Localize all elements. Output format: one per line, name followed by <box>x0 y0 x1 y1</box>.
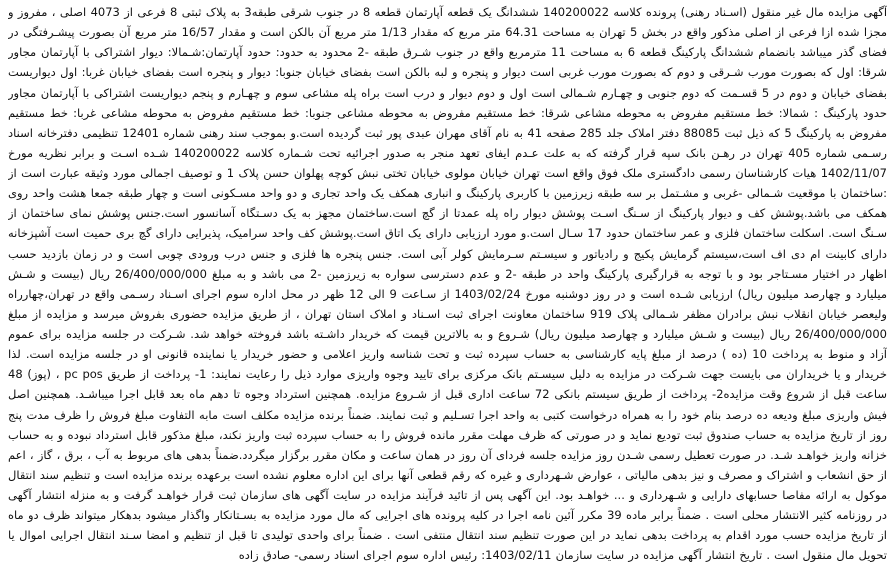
auction-notice <box>8 2 887 567</box>
notice-body-text: آگهی مزایده مال غیر منقول (اسـناد رهنی) پرونده کلاسه 140200022 ششدانگ یک قطعه آپارتمان قطعه 8 در جنوب شرقی طبقه3 به پلاک ثبتی 8 فرعی از 4073 اصلی ، مفروز و مجزا شده ازا فرعی از اصلی مذکور واقع در بخش 5 تهران به مساحت 64.31 متر مربع که مقدار 1/13 متر مربع آن بالکن است و مقدار 16/57 متر مربع آن بصورت پیشـرفتگی در فضای گذر میباشد بانضمام ششدانگ پارکینگ قطعه 6 به مساحت 11 مترمربع واقع در جنوب شـرق طبقه -2 محدود به حدود: حدود آپارتمان:شـمالا: دیوار اشتراکی با آپارتمان مجاور شرقا: اول که بصورت مورب شـرقی و دوم که بصورت مورب غربی است دیوار و پنجره و لبه بالکن است بفضای خیابان جنوبا: دیوار و پنجره است بفضای خیابان غربا: اول دیواریست بفضای خیابان و دوم در 5 قسـمت که دوم جنوبی و چهـارم شـمالی است اول و دوم دیوار و درب است براه پله مشاعی سوم و چهـارم و پنجم دیواریست اشتراکی با آپارتمان مجاور حدود پارکینگ : شمالا: خط مستقیم مفروض به محوطه مشاعی شرقا: خط مستقیم مفروض به محوطه مشاعی جنوبا: خط مستقیم مفروض به محوطه مشاعی غربا: خط مستقیم مفروض به پارکینگ 5 که ذیل ثبت 88085 دفتر املاک جلد 285 صفحه 41 به نام آقای مهران عبدی پور ثبت گردیده است.و بموجب سند رهنی شماره 12401 تنظیمی دفترخانه اسناد رسـمی شماره 405 تهران در رهـن بانک سپه قرار گرفته که به علت عـدم ایفای تعهد منجر به صدور اجرائیه تحت شـماره کلاسه 140200022 شـده اسـت و برابر نظریه مورخ 1402/11/07 هیات کارشناسان رسمی دادگستری ملک فوق واقع است تهران خیابان مولوی خیابان تختی نبش کوچه پهلوان حسن پلاک 1 و توصیف اجمالی مورد وثیقه عبارت است از :ساختمان با موقعیت شـمالی -غربی و مشـتمل بر سه طبقه زیرزمین با کاربری پارکینگ و انباری همکف یک واحد تجاری و دو واحد مسـکونی است و چهار طبقه جمعا هشت واحد روی همکف می باشد.پوشش کف و دیوار پارکینگ از سـنگ اسـت پوشش دیوار راه پله عمدتا از گچ است.ساختمان مجهز به یک دسـتگاه آسانسور است.جنس پوشش نمای ساختمان از سـنگ است. اسکلت ساختمان فلزی و عمر ساختمان حدود 17 سـال است.و مورد ارزیابی دارای یک اتاق است.پوشش کف واحد سرامیک، پذیرایی دارای گچ بری حمیت است آشپزخانه دارای کابینت ام دی اف است،سیستم گرمایش پکیج و رادیاتور و سیسـتم سـرمایش کولر آبی است. جنس پنجره ها فلزی و جنس درب ورودی چوبی است و در زمان بازدید حسب اظهار در اختیار مسـتاجر بود و با توجه به قرارگیری پارکینگ واحد در طبقه -2 و عدم دسترسی سواره به زیرزمین -2 می باشد و به مبلغ 26/400/000/000 ریال (بیست و شـش میلیارد و چهارصد میلیون ریال) ارزیابی شـده است و در روز دوشنبه مورخ 1403/02/24 از سـاعت 9 الی 12 ظهر در محل اداره سوم اجرای اسـناد رسـمی واقع در تهران،چهارراه ولیعصر خیابان انقلاب نبش برادران مظفر شـمالی پلاک 919 ساختمان معاونت اجرای ثبت اسـناد و املاک استان تهران ، از طریق مزایده حضوری بفروش میرسد و مزایده از مبلغ 26/400/000/000 ریال (بیست و شـش میلیارد و چهارصد میلیون ریال) شـروع و به بالاترین قیمت که خریدار داشـته باشد فروخته خواهد شد. شـرکت در جلسه مزایده برای عموم آزاد و منوط به پرداخت 10 (ده ) درصد از مبلغ پایه کارشناسی به حساب سپرده ثبت و تحت شناسه واریز اعلامی و حضور خریدار یا نماینده قانونی او در جلسه مزایده است. لذا خریدار و یا خریداران می بایست جهت شـرکت در مزایده به دلیل سیسـتم بانک مرکزی برای تایید وجوه واریزی موارد ذیل را رعایت نمایند: 1- پرداخت از طریق pc pos ، (پوز) 48 ساعت قبل از شروع وقت مزایده2- پرداخت از طریق سیستم بانکی 72 ساعت اداری قبل از شـروع مزایده. همچنین استرداد وجوه تا دهم ماه بعد قابل اجرا میباشـد. همچنین اصل فیش واریزی مبلغ ودیعه ده درصد بنام خود را به همراه درخواست کتبی به واحد اجرا تسـلیم و ثبت نمایند. ضمناً برنده مزایده مکلف است مابه التفاوت مبلغ فروش را ظرف مدت پنج روز از تاریخ مزایده به حساب صندوق ثبت تودیع نماید و در صورتی که ظرف مهلت مقرر مانده فروش را به حساب سپرده ثبت واریز نکند، مبلغ مذکور قابل استرداد نبوده و به حساب خزانه واریز خواهـد شـد. در صورت تعطیل رسمی شـدن روز مزایده جلسه فردای آن روز در همان ساعت و مکان مقرر برگزار میگردد.ضمناً بدهی های مربوط به آب ، برق ، گاز ، اعم از حق انشعاب و اشتراک و مصرف و نیز بدهی مالیاتی ، عوارض شـهرداری و غیره که رقم قطعی آنها برای این اداره معلوم نشده است برعهده برنده مزایده است و تنظیم سند انتقال موکول به ارائه مفاصا حسابهای دارایی و شـهرداری و ... خواهـد بود. این آگهی پس از تائید فرآیند مزایده در سایت آگهی های سازمان ثبت قرار خواهـد گرفت و به منزله انتشار آگهی در روزنامه کثیر الانتشار محلی است . ضمناً برابر ماده 39 مکرر آئین نامه اجرا در کلیه پرونده های اجرایی که مال مورد مزایده به بسـتانکار واگذار میشود بدهکار میتواند ظرف دو ماه از تاریخ مزایده حسب مورد اقدام به پرداخت بدهی نماید در این صورت تنظیم سند انتقال منتفی است . ضمناً برای واحدی تولیدی تا قبل از تنظیم و امضا سـند انتقال اجرایی اموال یا تحویل مال منقول است . تاریخ انتشار آگهی مزایده در سایت سازمان 1403/02/11: رئیس اداره سوم اجرای اسناد رسمی- صادق زاده <box>8 5 887 563</box>
